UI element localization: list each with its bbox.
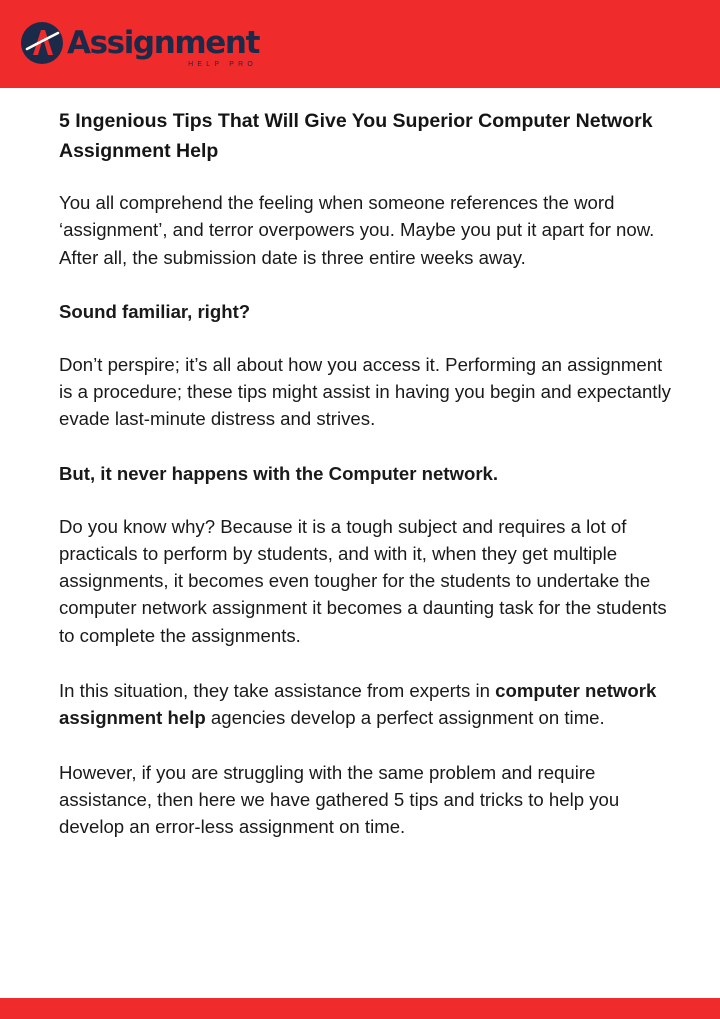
paragraph-intro: You all comprehend the feeling when someone references the word ‘assignment’, and terror overpowers you. Maybe you put it apart for now. After all, the submission date is three entire weeks away. [59,192,655,268]
article-body [59,106,679,868]
logo-text [67,25,259,68]
paragraph-assistance [59,677,679,732]
computer-network-help-link[interactable]: computer network assignment help [59,679,657,728]
subheading-sound-familiar: Sound familiar, right? [59,301,251,323]
paragraph-assistance-start: In this situation, they take assistance from experts in [59,679,496,701]
paragraph-tips-intro: However, if you are struggling with the same problem and require assistance, then here we have gathered 5 tips and tricks to help you develop an error-less assignment on time. [59,761,620,838]
logo-emblem-icon [20,21,64,65]
paragraph-assistance-end: agencies develop a perfect assignment on time. [205,706,605,728]
article-title: 5 Ingenious Tips That Will Give You Superior Computer Network Assignment Help [59,110,653,162]
brand-logo[interactable] [20,17,259,69]
brand-tagline: HELP PRO [188,61,257,68]
brand-name: Assignment [67,25,259,61]
header-banner [0,0,720,88]
paragraph-dont-perspire: Don’t perspire; it’s all about how you access it. Performing an assignment is a procedure; these tips might assist in having you begin and expectantly evade last-minute distress and strives. [59,353,671,430]
footer-bar [0,998,720,1019]
subheading-computer-network: But, it never happens with the Computer network. [59,463,499,485]
paragraph-why: Do you know why? Because it is a tough subject and requires a lot of practicals to perform by students, and with it, when they get multiple assignments, it becomes even tougher for the students to undertake the computer network assignment it becomes a daunting task for the students to complete the assignments. [59,515,667,646]
